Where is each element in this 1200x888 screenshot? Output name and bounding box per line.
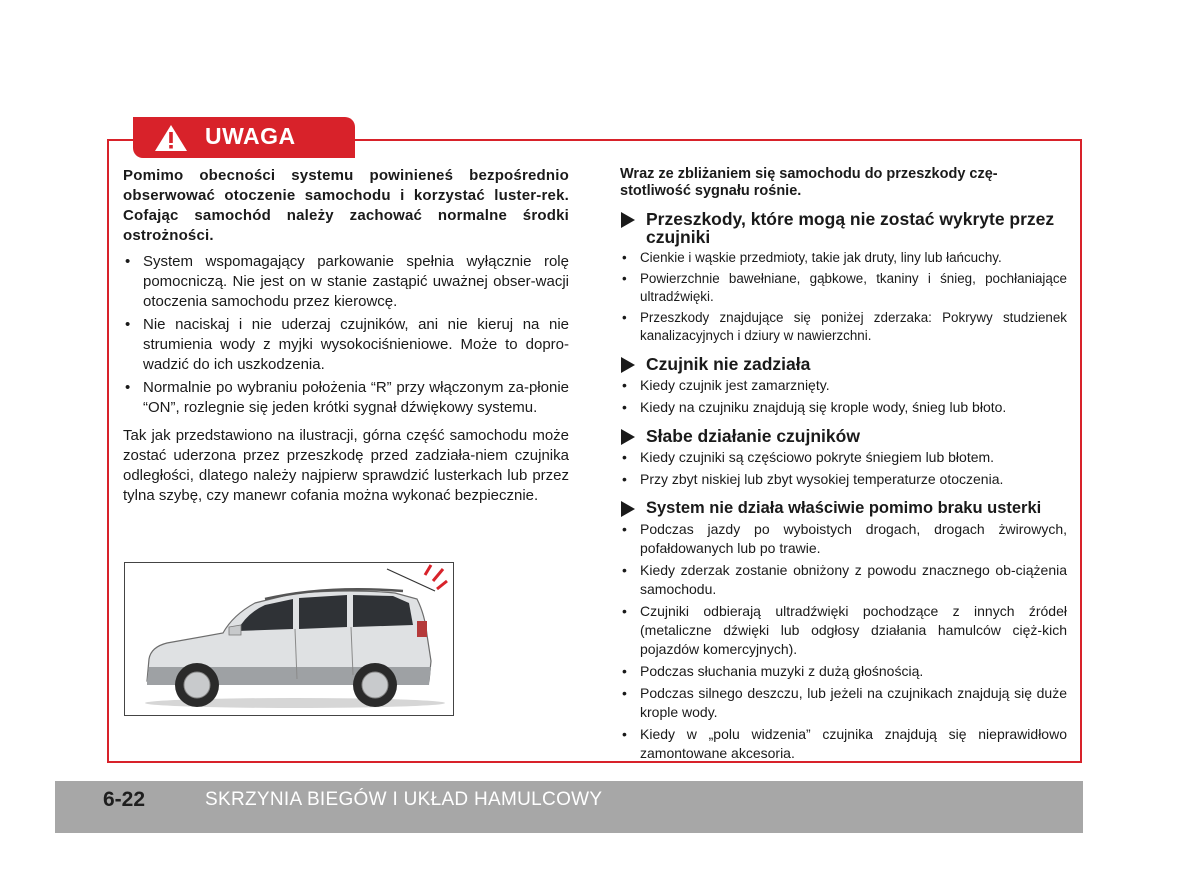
list-item: • Podczas jazdy po wyboistych drogach, drogach żwirowych, pofałdowanych lub po trawie. [620,520,1067,558]
arrow-right-icon [621,357,635,373]
right-column [620,166,1067,766]
left-intro: Pomimo obecności systemu powinieneś bezpośrednio obserwować otoczenie samochodu i korzystać luster-rek. Cofając samochód należy zachować normalne środki ostrożności. [123,167,569,244]
list-item: • Nie naciskaj i nie uderzaj czujników, ani nie kieruj na nie strumienia wody z myjki wysokociśnieniowe. Może to dopro-wadzić do ich uszkodzenia. [123,315,569,375]
list-item: • Kiedy czujniki są częściowo pokryte śniegiem lub błotem. [620,448,1067,467]
left-column [123,166,569,506]
list-item: • Cienkie i wąskie przedmioty, takie jak druty, liny lub łańcuchy. [620,249,1067,267]
list-item: • Normalnie po wybraniu położenia “R” przy włączonym za-płonie “ON”, rozlegnie się jeden krótki sygnał dźwiękowy systemu. [123,378,569,418]
left-bullet-list [123,252,569,418]
section-heading-weak-performance: Słabe działanie czujników [620,427,1067,445]
list-item: • Powierzchnie bawełniane, gąbkowe, tkaniny i śnieg, pochłaniające ultradźwięki. [620,270,1067,306]
chapter-title: SKRZYNIA BIEGÓW I UKŁAD HAMULCOWY [205,789,603,810]
warning-triangle-icon [154,124,188,152]
list-item: • Przy zbyt niskiej lub zbyt wysokiej temperaturze otoczenia. [620,470,1067,489]
false-alarms-list [620,520,1067,763]
section-heading-undetected-obstacles: Przeszkody, które mogą nie zostać wykryte przez czujniki [620,210,1067,246]
list-item: • Podczas słuchania muzyki z dużą głośnością. [620,662,1067,681]
list-item: • Kiedy w „polu widzenia” czujnika znajdują się nieprawidłowo zamontowane akcesoria. [620,725,1067,763]
page-number: 6-22 [103,788,146,811]
warning-title: UWAGA [205,123,296,149]
arrow-right-icon [621,501,635,517]
list-item: • Czujniki odbierają ultradźwięki pochodzące z innych źródeł (metaliczne dźwięki lub odgłosy działania hamulców cięż-kich pojazdów komercyjnych). [620,602,1067,659]
undetected-obstacles-list [620,249,1067,345]
weak-performance-list [620,448,1067,489]
list-item: • Podczas silnego deszczu, lub jeżeli na czujnikach znajdują się duże krople wody. [620,684,1067,722]
right-intro: Wraz ze zbliżaniem się samochodu do przeszkody czę-stotliwość sygnału rośnie. [620,166,998,199]
arrow-right-icon [621,429,635,445]
section-heading-sensor-not-working: Czujnik nie zadziała [620,355,1067,373]
list-item: • Kiedy zderzak zostanie obniżony z powodu znacznego ob-ciążenia samochodu. [620,561,1067,599]
suv-side-view-image [125,563,453,715]
left-paragraph: Tak jak przedstawiono na ilustracji, górna część samochodu może zostać uderzona przez przeszkodę przed zadziała-niem czujnika odległości, dlatego należy najpierw sprawdzić lusterkach lub przez tylna szybę, czy manewr cofania można wykonać bezpiecznie. [123,427,569,504]
arrow-right-icon [621,212,635,228]
list-item: • Przeszkody znajdujące się poniżej zderzaka: Pokrywy studzienek kanalizacyjnych i dziury w nawierzchni. [620,309,1067,345]
sensor-not-working-list [620,376,1067,417]
list-item: • Kiedy na czujniku znajdują się krople wody, śnieg lub błoto. [620,398,1067,417]
car-illustration [124,562,454,716]
list-item: • System wspomagający parkowanie spełnia wyłącznie rolę pomocniczą. Nie jest on w stanie zastąpić uważnej obser-wacji otoczenia samochodu przez kierowcę. [123,252,569,312]
warning-header [133,117,355,158]
list-item: • Kiedy czujnik jest zamarznięty. [620,376,1067,395]
section-heading-false-alarms: System nie działa właściwie pomimo braku usterki [620,499,1067,517]
